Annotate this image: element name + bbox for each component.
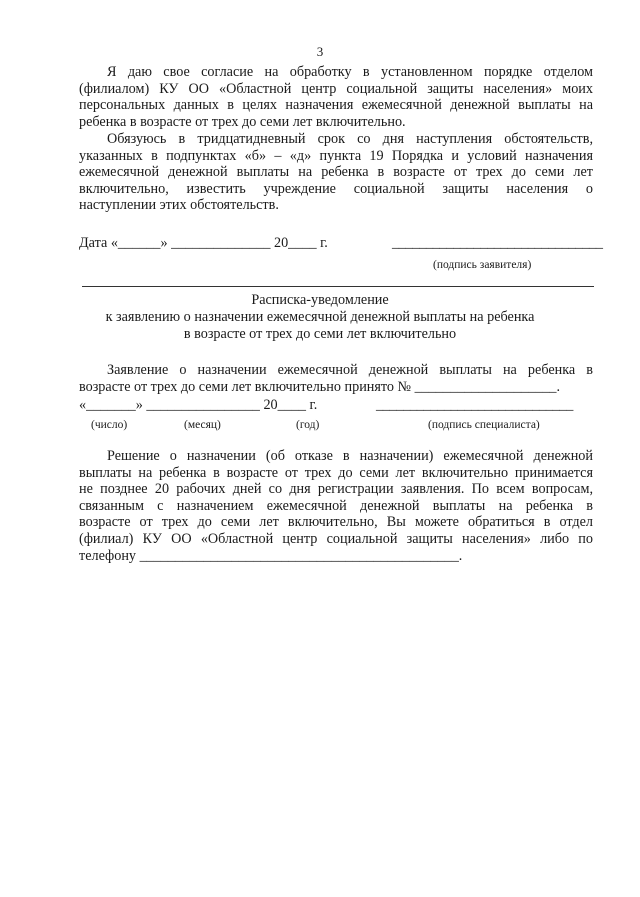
- applicant-signature-blank: _______________________________: [392, 235, 603, 251]
- decision-line: Решение о назначении (об отказе в назначении) ежемесячной денежной: [107, 448, 593, 464]
- receipt-subtitle-line: к заявлению о назначении ежемесячной денежной выплаты на ребенка: [105, 309, 535, 325]
- decision-line: возрасте от трех до семи лет включительно, Вы можете обратиться в отдел: [79, 514, 593, 531]
- consent-paragraph: [79, 64, 593, 130]
- decision-line: телефону _____________________________________________.: [79, 547, 463, 564]
- accepted-line: возрасте от трех до семи лет включительно принято № ____________________.: [79, 378, 561, 395]
- obligation-line: включительно, известить учреждение социальной защиты населения о: [79, 180, 593, 197]
- decision-line: (филиал) КУ ОО «Областной центр социальной защиты населения» либо по: [79, 530, 593, 547]
- caption-month: (месяц): [184, 419, 221, 431]
- decision-paragraph: [79, 448, 593, 564]
- consent-line: (филиалом) КУ ОО «Областной центр социальной защиты населения» моих: [79, 80, 593, 97]
- decision-line: не позднее 20 рабочих дней со дня регистрации заявления. По всем вопросам,: [79, 481, 593, 498]
- obligation-line: указанных в подпунктах «б» – «д» пункта 19 Порядка и условий назначения: [79, 147, 593, 164]
- decision-line: связанным с назначением ежемесячной денежной выплаты на ребенка в: [79, 497, 593, 514]
- receipt-subtitle-line: в возрасте от трех до семи лет включительно: [183, 326, 457, 342]
- obligation-paragraph: [79, 131, 593, 214]
- accepted-paragraph: [79, 362, 593, 395]
- consent-line: ребенка в возрасте от трех до семи лет включительно.: [79, 113, 406, 130]
- receipt-date-field: «_______» ________________ 20____ г.: [79, 397, 318, 413]
- obligation-line: Обязуюсь в тридцатидневный срок со дня наступления обстоятельств,: [107, 131, 593, 147]
- obligation-line: наступлении этих обстоятельств.: [79, 197, 279, 214]
- consent-line: персональных данных в целях назначения ежемесячной денежной выплаты на: [79, 97, 593, 114]
- applicant-signature-caption: (подпись заявителя): [433, 259, 532, 271]
- applicant-date-field: Дата «______» ______________ 20____ г.: [79, 235, 328, 251]
- cut-line: [82, 286, 594, 287]
- consent-line: Я даю свое согласие на обработку в установленном порядке отделом: [107, 64, 593, 80]
- caption-day: (число): [91, 419, 128, 431]
- receipt-title: Расписка-уведомление: [251, 292, 389, 308]
- specialist-signature-blank: _____________________________: [376, 397, 574, 413]
- accepted-line: Заявление о назначении ежемесячной денежной выплаты на ребенка в: [107, 362, 593, 378]
- caption-year: (год): [296, 419, 320, 431]
- decision-line: выплаты на ребенка в возрасте от трех до семи лет включительно принимается: [79, 464, 593, 481]
- caption-specialist: (подпись специалиста): [428, 419, 540, 431]
- page-number: 3: [316, 44, 324, 59]
- obligation-line: ежемесячной денежной выплаты на ребенка в возрасте от трех до семи лет: [79, 164, 593, 181]
